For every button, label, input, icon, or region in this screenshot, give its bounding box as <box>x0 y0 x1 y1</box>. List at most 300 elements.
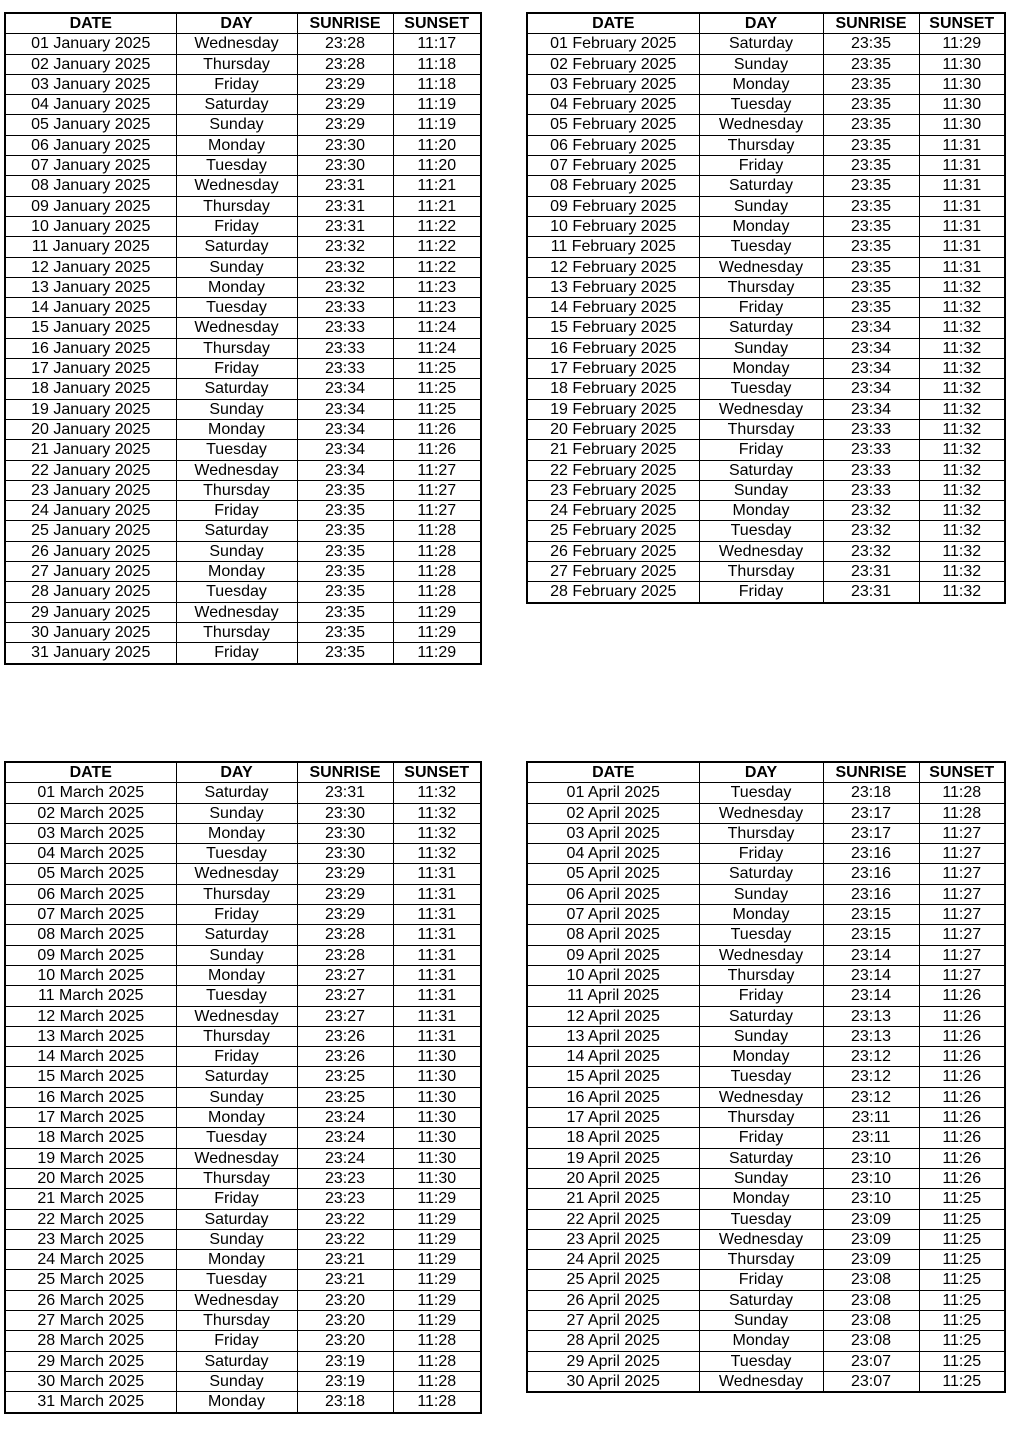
sunrise-cell: 23:14 <box>823 986 919 1006</box>
sunset-cell: 11:29 <box>393 1229 481 1249</box>
sunrise-cell: 23:29 <box>297 905 393 925</box>
date-cell: 27 March 2025 <box>5 1311 176 1331</box>
sunrise-cell: 23:28 <box>297 925 393 945</box>
day-cell: Thursday <box>176 884 297 904</box>
day-cell: Wednesday <box>176 34 297 54</box>
day-cell: Tuesday <box>176 298 297 318</box>
table-row <box>5 480 481 500</box>
sunrise-cell: 23:13 <box>823 1026 919 1046</box>
table-row <box>5 359 481 379</box>
table-row <box>527 1351 1005 1371</box>
day-cell: Tuesday <box>176 156 297 176</box>
day-cell: Sunday <box>176 257 297 277</box>
sunset-cell: 11:31 <box>393 925 481 945</box>
sunrise-cell: 23:33 <box>823 460 919 480</box>
table-row <box>5 176 481 196</box>
day-cell: Friday <box>699 440 823 460</box>
header-day: DAY <box>176 762 297 783</box>
sunset-cell: 11:29 <box>393 622 481 642</box>
header-sunset: SUNSET <box>919 13 1005 34</box>
date-cell: 04 January 2025 <box>5 95 176 115</box>
date-cell: 19 March 2025 <box>5 1148 176 1168</box>
table-row <box>5 399 481 419</box>
table-row <box>527 562 1005 582</box>
day-cell: Sunday <box>699 196 823 216</box>
february-table <box>526 12 1006 604</box>
sunrise-cell: 23:17 <box>823 823 919 843</box>
header-sunrise: SUNRISE <box>823 13 919 34</box>
day-cell: Monday <box>699 1331 823 1351</box>
day-cell: Friday <box>176 1189 297 1209</box>
sunset-cell: 11:29 <box>393 1189 481 1209</box>
sunrise-cell: 23:09 <box>823 1209 919 1229</box>
table-row <box>5 1351 481 1371</box>
date-cell: 23 April 2025 <box>527 1229 699 1249</box>
date-cell: 02 January 2025 <box>5 54 176 74</box>
sunset-cell: 11:28 <box>393 521 481 541</box>
sunrise-cell: 23:32 <box>297 237 393 257</box>
sunrise-cell: 23:08 <box>823 1270 919 1290</box>
sunset-cell: 11:26 <box>919 1087 1005 1107</box>
day-cell: Tuesday <box>699 1209 823 1229</box>
date-cell: 04 February 2025 <box>527 95 699 115</box>
date-cell: 19 January 2025 <box>5 399 176 419</box>
sunrise-cell: 23:20 <box>297 1331 393 1351</box>
day-cell: Monday <box>176 562 297 582</box>
table-row <box>527 1148 1005 1168</box>
sunset-cell: 11:32 <box>919 359 1005 379</box>
day-cell: Thursday <box>176 338 297 358</box>
date-cell: 02 April 2025 <box>527 803 699 823</box>
table-row <box>5 196 481 216</box>
header-sunrise: SUNRISE <box>297 13 393 34</box>
sunset-cell: 11:30 <box>919 115 1005 135</box>
date-cell: 21 January 2025 <box>5 440 176 460</box>
table-row <box>5 562 481 582</box>
day-cell: Wednesday <box>699 1371 823 1392</box>
sunrise-cell: 23:24 <box>297 1128 393 1148</box>
date-cell: 18 March 2025 <box>5 1128 176 1148</box>
date-cell: 13 February 2025 <box>527 277 699 297</box>
day-cell: Tuesday <box>176 986 297 1006</box>
sunset-cell: 11:31 <box>393 905 481 925</box>
sunset-cell: 11:32 <box>919 399 1005 419</box>
date-cell: 09 February 2025 <box>527 196 699 216</box>
sunrise-cell: 23:24 <box>297 1148 393 1168</box>
date-cell: 26 February 2025 <box>527 541 699 561</box>
sunset-cell: 11:31 <box>919 257 1005 277</box>
sunset-cell: 11:23 <box>393 277 481 297</box>
day-cell: Friday <box>176 216 297 236</box>
sunrise-cell: 23:20 <box>297 1311 393 1331</box>
sunrise-cell: 23:35 <box>823 176 919 196</box>
sunrise-cell: 23:18 <box>297 1392 393 1413</box>
table-row <box>5 54 481 74</box>
sunset-cell: 11:31 <box>919 135 1005 155</box>
table-row <box>527 1311 1005 1331</box>
sunset-cell: 11:18 <box>393 54 481 74</box>
day-cell: Wednesday <box>176 1006 297 1026</box>
sunset-cell: 11:28 <box>393 582 481 602</box>
sunset-cell: 11:26 <box>919 986 1005 1006</box>
date-cell: 23 February 2025 <box>527 480 699 500</box>
sunset-cell: 11:25 <box>919 1290 1005 1310</box>
date-cell: 26 April 2025 <box>527 1290 699 1310</box>
date-cell: 24 February 2025 <box>527 501 699 521</box>
date-cell: 01 January 2025 <box>5 34 176 54</box>
day-cell: Wednesday <box>176 1148 297 1168</box>
day-cell: Monday <box>176 419 297 439</box>
sunset-cell: 11:21 <box>393 196 481 216</box>
date-cell: 13 April 2025 <box>527 1026 699 1046</box>
date-cell: 12 April 2025 <box>527 1006 699 1026</box>
day-cell: Wednesday <box>176 460 297 480</box>
sunrise-cell: 23:35 <box>297 562 393 582</box>
date-cell: 02 March 2025 <box>5 803 176 823</box>
sunset-cell: 11:27 <box>393 460 481 480</box>
date-cell: 30 January 2025 <box>5 622 176 642</box>
sunset-cell: 11:32 <box>919 298 1005 318</box>
sunrise-cell: 23:08 <box>823 1331 919 1351</box>
sunset-cell: 11:31 <box>393 1006 481 1026</box>
table-row <box>5 1006 481 1026</box>
table-row <box>5 115 481 135</box>
date-cell: 17 February 2025 <box>527 359 699 379</box>
sunset-cell: 11:18 <box>393 74 481 94</box>
day-cell: Wednesday <box>699 115 823 135</box>
date-cell: 16 February 2025 <box>527 338 699 358</box>
table-row <box>5 844 481 864</box>
sunrise-cell: 23:29 <box>297 115 393 135</box>
day-cell: Friday <box>176 501 297 521</box>
sunrise-cell: 23:30 <box>297 156 393 176</box>
date-cell: 16 March 2025 <box>5 1087 176 1107</box>
sunset-cell: 11:32 <box>919 501 1005 521</box>
sunrise-cell: 23:23 <box>297 1189 393 1209</box>
sunrise-cell: 23:34 <box>823 379 919 399</box>
table-row <box>527 1087 1005 1107</box>
sunset-cell: 11:31 <box>919 237 1005 257</box>
day-cell: Monday <box>176 1250 297 1270</box>
table-row <box>527 1067 1005 1087</box>
table-row <box>5 34 481 54</box>
date-cell: 27 February 2025 <box>527 562 699 582</box>
sunset-cell: 11:21 <box>393 176 481 196</box>
date-cell: 21 February 2025 <box>527 440 699 460</box>
date-cell: 05 January 2025 <box>5 115 176 135</box>
sunset-cell: 11:25 <box>393 399 481 419</box>
sunset-cell: 11:31 <box>393 945 481 965</box>
day-cell: Monday <box>699 501 823 521</box>
day-cell: Tuesday <box>699 95 823 115</box>
day-cell: Sunday <box>699 338 823 358</box>
sunset-cell: 11:32 <box>919 379 1005 399</box>
sunrise-cell: 23:17 <box>823 803 919 823</box>
table-row <box>527 419 1005 439</box>
sunset-cell: 11:29 <box>393 1311 481 1331</box>
table-row <box>5 1148 481 1168</box>
sunrise-cell: 23:22 <box>297 1229 393 1249</box>
table-row <box>5 501 481 521</box>
day-cell: Sunday <box>699 1026 823 1046</box>
table-row <box>5 156 481 176</box>
date-cell: 03 March 2025 <box>5 823 176 843</box>
table-row <box>527 783 1005 803</box>
date-cell: 09 January 2025 <box>5 196 176 216</box>
sunrise-cell: 23:30 <box>297 803 393 823</box>
sunrise-cell: 23:10 <box>823 1189 919 1209</box>
sunrise-cell: 23:32 <box>823 521 919 541</box>
header-row <box>5 762 481 783</box>
sunset-cell: 11:32 <box>393 783 481 803</box>
date-cell: 30 March 2025 <box>5 1371 176 1391</box>
sunset-cell: 11:32 <box>393 823 481 843</box>
table-row <box>527 965 1005 985</box>
table-row <box>527 986 1005 1006</box>
table-row <box>5 338 481 358</box>
day-cell: Thursday <box>176 480 297 500</box>
sunrise-cell: 23:28 <box>297 54 393 74</box>
sunrise-cell: 23:26 <box>297 1047 393 1067</box>
table-row <box>527 541 1005 561</box>
sunrise-cell: 23:34 <box>823 399 919 419</box>
date-cell: 06 April 2025 <box>527 884 699 904</box>
header-sunset: SUNSET <box>393 762 481 783</box>
table-row <box>5 602 481 622</box>
sunrise-cell: 23:16 <box>823 844 919 864</box>
date-cell: 03 January 2025 <box>5 74 176 94</box>
sunset-cell: 11:28 <box>393 1351 481 1371</box>
date-cell: 23 January 2025 <box>5 480 176 500</box>
day-cell: Tuesday <box>176 1128 297 1148</box>
sunrise-cell: 23:32 <box>297 257 393 277</box>
day-cell: Saturday <box>176 521 297 541</box>
day-cell: Sunday <box>176 1371 297 1391</box>
sunset-cell: 11:28 <box>919 803 1005 823</box>
day-cell: Tuesday <box>699 379 823 399</box>
day-cell: Friday <box>699 156 823 176</box>
date-cell: 19 April 2025 <box>527 1148 699 1168</box>
table-row <box>527 196 1005 216</box>
date-cell: 10 March 2025 <box>5 965 176 985</box>
table-row <box>5 1270 481 1290</box>
sunrise-cell: 23:30 <box>297 844 393 864</box>
sunset-cell: 11:26 <box>393 440 481 460</box>
sunset-cell: 11:31 <box>919 156 1005 176</box>
table-row <box>527 257 1005 277</box>
table-row <box>527 823 1005 843</box>
date-cell: 23 March 2025 <box>5 1229 176 1249</box>
day-cell: Wednesday <box>699 1087 823 1107</box>
sunrise-cell: 23:34 <box>823 359 919 379</box>
sunset-cell: 11:27 <box>919 884 1005 904</box>
sunset-cell: 11:30 <box>393 1067 481 1087</box>
sunrise-cell: 23:35 <box>823 115 919 135</box>
sunrise-cell: 23:35 <box>823 257 919 277</box>
sunset-cell: 11:25 <box>393 379 481 399</box>
sunset-cell: 11:31 <box>393 864 481 884</box>
sunset-cell: 11:29 <box>393 1209 481 1229</box>
day-cell: Monday <box>176 823 297 843</box>
sunset-cell: 11:22 <box>393 257 481 277</box>
day-cell: Sunday <box>176 1229 297 1249</box>
sunrise-cell: 23:27 <box>297 965 393 985</box>
table-body <box>527 783 1005 1392</box>
date-cell: 27 April 2025 <box>527 1311 699 1331</box>
sunset-cell: 11:32 <box>919 460 1005 480</box>
day-cell: Thursday <box>176 622 297 642</box>
day-cell: Tuesday <box>176 582 297 602</box>
date-cell: 04 March 2025 <box>5 844 176 864</box>
date-cell: 20 March 2025 <box>5 1168 176 1188</box>
day-cell: Monday <box>176 1392 297 1413</box>
table-row <box>5 440 481 460</box>
header-date: DATE <box>527 762 699 783</box>
day-cell: Friday <box>699 1270 823 1290</box>
table-row <box>527 115 1005 135</box>
sunset-cell: 11:27 <box>393 501 481 521</box>
sunset-cell: 11:32 <box>919 521 1005 541</box>
sunrise-cell: 23:24 <box>297 1108 393 1128</box>
date-cell: 10 February 2025 <box>527 216 699 236</box>
day-cell: Sunday <box>176 399 297 419</box>
header-date: DATE <box>5 13 176 34</box>
date-cell: 08 January 2025 <box>5 176 176 196</box>
date-cell: 29 March 2025 <box>5 1351 176 1371</box>
table-row <box>5 925 481 945</box>
table-row <box>527 1168 1005 1188</box>
table-row <box>527 501 1005 521</box>
sunset-cell: 11:32 <box>919 582 1005 603</box>
sunrise-cell: 23:15 <box>823 925 919 945</box>
date-cell: 16 January 2025 <box>5 338 176 358</box>
date-cell: 07 January 2025 <box>5 156 176 176</box>
sunrise-cell: 23:35 <box>297 602 393 622</box>
table-row <box>527 74 1005 94</box>
table-row <box>527 359 1005 379</box>
sunrise-cell: 23:31 <box>297 196 393 216</box>
table-row <box>527 582 1005 603</box>
table-row <box>527 945 1005 965</box>
day-cell: Friday <box>176 74 297 94</box>
table-row <box>5 864 481 884</box>
sunset-cell: 11:25 <box>919 1229 1005 1249</box>
sunrise-cell: 23:27 <box>297 986 393 1006</box>
sunset-cell: 11:32 <box>919 541 1005 561</box>
date-cell: 13 January 2025 <box>5 277 176 297</box>
sunrise-cell: 23:31 <box>823 562 919 582</box>
date-cell: 14 March 2025 <box>5 1047 176 1067</box>
table-row <box>5 945 481 965</box>
table-row <box>5 237 481 257</box>
table-row <box>5 1189 481 1209</box>
table-row <box>5 1026 481 1046</box>
date-cell: 17 March 2025 <box>5 1108 176 1128</box>
date-cell: 09 April 2025 <box>527 945 699 965</box>
sunrise-cell: 23:19 <box>297 1351 393 1371</box>
header-sunrise: SUNRISE <box>823 762 919 783</box>
sunrise-cell: 23:33 <box>297 359 393 379</box>
day-cell: Saturday <box>699 318 823 338</box>
sunrise-cell: 23:23 <box>297 1168 393 1188</box>
sunset-cell: 11:30 <box>393 1047 481 1067</box>
table-row <box>5 1128 481 1148</box>
day-cell: Tuesday <box>699 925 823 945</box>
sunrise-cell: 23:30 <box>297 823 393 843</box>
header-sunset: SUNSET <box>393 13 481 34</box>
sunset-cell: 11:26 <box>919 1047 1005 1067</box>
day-cell: Thursday <box>699 135 823 155</box>
date-cell: 11 January 2025 <box>5 237 176 257</box>
day-cell: Friday <box>176 359 297 379</box>
sunrise-cell: 23:35 <box>823 196 919 216</box>
sunrise-cell: 23:19 <box>297 1371 393 1391</box>
day-cell: Friday <box>176 1331 297 1351</box>
date-cell: 03 April 2025 <box>527 823 699 843</box>
sunrise-cell: 23:34 <box>297 399 393 419</box>
date-cell: 15 March 2025 <box>5 1067 176 1087</box>
sunset-cell: 11:32 <box>919 318 1005 338</box>
day-cell: Saturday <box>699 176 823 196</box>
table-row <box>5 460 481 480</box>
day-cell: Saturday <box>699 1290 823 1310</box>
sunset-cell: 11:28 <box>393 1331 481 1351</box>
day-cell: Thursday <box>699 277 823 297</box>
sunset-cell: 11:32 <box>919 480 1005 500</box>
sunrise-cell: 23:20 <box>297 1290 393 1310</box>
date-cell: 06 March 2025 <box>5 884 176 904</box>
sunrise-cell: 23:18 <box>823 783 919 803</box>
date-cell: 01 April 2025 <box>527 783 699 803</box>
day-cell: Monday <box>699 359 823 379</box>
sunrise-cell: 23:07 <box>823 1351 919 1371</box>
date-cell: 14 February 2025 <box>527 298 699 318</box>
day-cell: Saturday <box>176 1351 297 1371</box>
sunset-cell: 11:31 <box>393 965 481 985</box>
day-cell: Monday <box>699 1047 823 1067</box>
table-row <box>527 1290 1005 1310</box>
date-cell: 29 January 2025 <box>5 602 176 622</box>
sunset-cell: 11:26 <box>919 1067 1005 1087</box>
sunrise-cell: 23:35 <box>823 277 919 297</box>
date-cell: 18 April 2025 <box>527 1128 699 1148</box>
table-row <box>527 1209 1005 1229</box>
table-row <box>5 379 481 399</box>
sunrise-cell: 23:33 <box>297 338 393 358</box>
day-cell: Monday <box>176 135 297 155</box>
sunset-cell: 11:25 <box>919 1331 1005 1351</box>
sunrise-cell: 23:32 <box>823 541 919 561</box>
day-cell: Wednesday <box>699 257 823 277</box>
date-cell: 18 January 2025 <box>5 379 176 399</box>
date-cell: 11 March 2025 <box>5 986 176 1006</box>
day-cell: Sunday <box>176 945 297 965</box>
date-cell: 07 March 2025 <box>5 905 176 925</box>
sunset-cell: 11:30 <box>919 74 1005 94</box>
sunrise-cell: 23:29 <box>297 864 393 884</box>
sunrise-cell: 23:21 <box>297 1250 393 1270</box>
table-row <box>527 844 1005 864</box>
sunset-cell: 11:29 <box>393 1270 481 1290</box>
sunset-cell: 11:29 <box>393 643 481 664</box>
sunset-cell: 11:32 <box>919 277 1005 297</box>
day-cell: Friday <box>176 1047 297 1067</box>
table-row <box>5 884 481 904</box>
sunset-cell: 11:31 <box>919 216 1005 236</box>
sunrise-cell: 23:35 <box>297 501 393 521</box>
table-row <box>527 1371 1005 1392</box>
table-row <box>5 1087 481 1107</box>
